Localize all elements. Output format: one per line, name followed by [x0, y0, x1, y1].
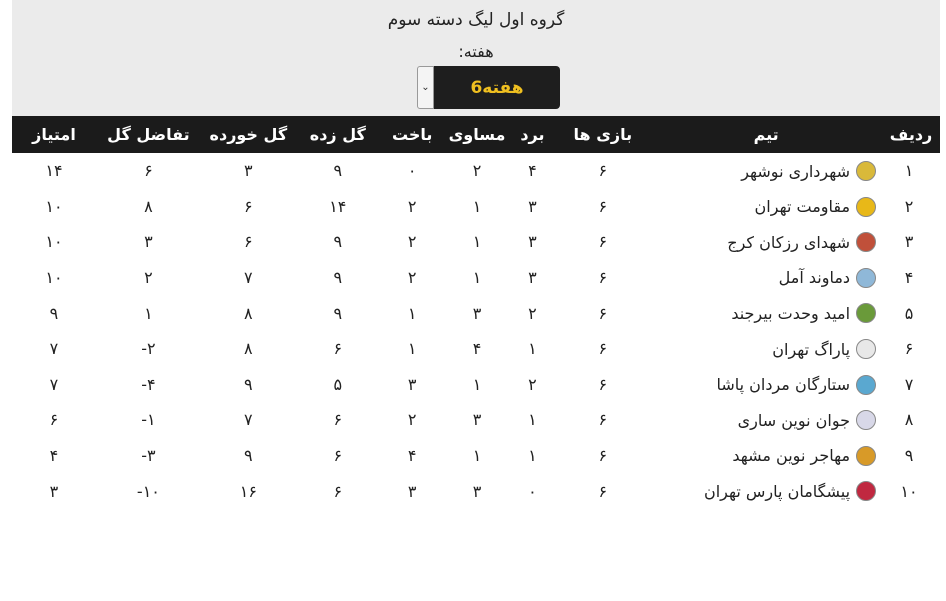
- lost-cell: ۲: [407, 232, 417, 252]
- table-header-row: [12, 116, 940, 153]
- col-header-rank[interactable]: ردیف: [889, 125, 933, 144]
- won-cell: ۲: [528, 303, 537, 323]
- team-name[interactable]: مهاجر نوین مشهد: [732, 446, 851, 466]
- lost-cell: ۰: [407, 161, 417, 181]
- goal-diff-cell: ۶: [144, 161, 153, 181]
- team-crest-icon: [856, 232, 876, 252]
- col-header-drawn[interactable]: مساوی: [448, 125, 506, 144]
- team-name[interactable]: دماوند آمل: [778, 268, 851, 288]
- points-cell: ۱۰: [45, 268, 63, 288]
- team-name[interactable]: شهدای رزکان کرج: [727, 232, 851, 252]
- played-cell: ۶: [598, 339, 608, 359]
- points-cell: ۹: [49, 303, 59, 323]
- rank-cell: ۷: [904, 374, 914, 394]
- col-header-goals-against[interactable]: گل خورده: [209, 125, 288, 144]
- goals-for-cell: ۹: [333, 303, 343, 323]
- team-crest-icon: [856, 410, 876, 430]
- rank-cell: ۱۰: [900, 481, 918, 501]
- points-cell: ۱۰: [45, 232, 63, 252]
- goals-against-cell: ۷: [244, 410, 253, 430]
- team-cell[interactable]: [650, 331, 882, 367]
- team-crest-icon: [856, 446, 876, 466]
- goals-against-cell: ۸: [244, 339, 253, 359]
- team-cell[interactable]: [650, 367, 882, 403]
- goal-diff-cell: ۸: [144, 196, 153, 216]
- goals-for-cell: ۵: [333, 374, 343, 394]
- goal-diff-cell: ۴-: [141, 374, 156, 394]
- page-title: گروه اول لیگ دسته سوم: [387, 10, 565, 30]
- team-name[interactable]: جوان نوین ساری: [737, 410, 851, 430]
- lost-cell: ۱: [407, 339, 417, 359]
- rank-cell: ۴: [904, 268, 914, 288]
- team-crest-icon: [856, 303, 876, 323]
- team-crest-icon: [856, 375, 876, 395]
- goals-for-cell: ۹: [333, 232, 343, 252]
- won-cell: ۱: [528, 410, 537, 430]
- rank-cell: ۵: [904, 303, 914, 323]
- won-cell: ۴: [528, 161, 537, 181]
- drawn-cell: ۴: [472, 339, 482, 359]
- goals-against-cell: ۶: [244, 196, 253, 216]
- col-header-goals-for[interactable]: گل زده: [309, 125, 366, 144]
- team-cell[interactable]: [650, 260, 882, 296]
- drawn-cell: ۳: [472, 410, 482, 430]
- table-row[interactable]: [12, 438, 940, 474]
- rank-cell: ۳: [904, 232, 914, 252]
- lost-cell: ۳: [407, 481, 417, 501]
- won-cell: ۳: [528, 232, 537, 252]
- table-row[interactable]: [12, 189, 940, 225]
- points-cell: ۱۰: [45, 196, 63, 216]
- goals-for-cell: ۶: [333, 339, 343, 359]
- points-cell: ۳: [49, 481, 59, 501]
- rank-cell: ۱: [904, 161, 914, 181]
- played-cell: ۶: [598, 232, 608, 252]
- team-crest-icon: [856, 161, 876, 181]
- played-cell: ۶: [598, 303, 608, 323]
- lost-cell: ۲: [407, 410, 417, 430]
- week-label: هفته:: [458, 42, 494, 61]
- goals-for-cell: ۹: [333, 268, 343, 288]
- rank-cell: ۶: [904, 339, 914, 359]
- standings-table: [12, 116, 940, 509]
- rank-cell: ۹: [904, 446, 914, 466]
- lost-cell: ۲: [407, 196, 417, 216]
- goals-against-cell: ۱۶: [239, 481, 257, 501]
- goals-against-cell: ۸: [244, 303, 253, 323]
- standings-body: [12, 153, 940, 509]
- col-header-points[interactable]: امتیاز: [32, 125, 76, 144]
- drawn-cell: ۱: [472, 268, 482, 288]
- drawn-cell: ۱: [472, 232, 482, 252]
- goals-against-cell: ۳: [244, 161, 253, 181]
- league-header-panel: [12, 0, 940, 116]
- goal-diff-cell: ۱۰-: [136, 481, 160, 501]
- goal-diff-cell: ۲: [144, 268, 153, 288]
- table-row[interactable]: [12, 473, 940, 509]
- goals-for-cell: ۹: [333, 161, 343, 181]
- drawn-cell: ۱: [472, 446, 482, 466]
- team-cell[interactable]: [650, 189, 882, 225]
- points-cell: ۶: [49, 410, 59, 430]
- col-header-goal-diff[interactable]: تفاضل گل: [107, 125, 190, 144]
- team-crest-icon: [856, 481, 876, 501]
- played-cell: ۶: [598, 196, 608, 216]
- goals-against-cell: ۷: [244, 268, 253, 288]
- goal-diff-cell: ۳-: [141, 446, 156, 466]
- team-cell[interactable]: [650, 153, 882, 189]
- goals-against-cell: ۹: [244, 374, 253, 394]
- table-row[interactable]: [12, 367, 940, 403]
- lost-cell: ۴: [407, 446, 417, 466]
- team-cell[interactable]: [650, 438, 882, 474]
- col-header-lost[interactable]: باخت: [391, 125, 433, 144]
- played-cell: ۶: [598, 268, 608, 288]
- table-row[interactable]: [12, 402, 940, 438]
- col-header-team[interactable]: تیم: [753, 125, 779, 144]
- played-cell: ۶: [598, 374, 608, 394]
- team-name[interactable]: شهرداری نوشهر: [741, 161, 851, 181]
- won-cell: ۱: [528, 446, 537, 466]
- rank-cell: ۸: [904, 410, 914, 430]
- goals-against-cell: ۹: [244, 446, 253, 466]
- goals-against-cell: ۶: [244, 232, 253, 252]
- table-row[interactable]: [12, 331, 940, 367]
- lost-cell: ۲: [407, 268, 417, 288]
- drawn-cell: ۱: [472, 196, 482, 216]
- team-cell[interactable]: [650, 402, 882, 438]
- goal-diff-cell: ۳: [144, 232, 153, 252]
- goals-for-cell: ۶: [333, 410, 343, 430]
- won-cell: ۳: [528, 268, 537, 288]
- drawn-cell: ۳: [472, 481, 482, 501]
- played-cell: ۶: [598, 410, 608, 430]
- goals-for-cell: ۱۴: [329, 196, 347, 216]
- lost-cell: ۱: [407, 303, 417, 323]
- goals-for-cell: ۶: [333, 446, 343, 466]
- team-crest-icon: [856, 339, 876, 359]
- drawn-cell: ۳: [472, 303, 482, 323]
- drawn-cell: ۲: [472, 161, 482, 181]
- team-name[interactable]: پاراگ تهران: [772, 339, 851, 359]
- week-select-value[interactable]: هفته6: [434, 66, 560, 109]
- won-cell: ۰: [528, 481, 537, 501]
- played-cell: ۶: [598, 446, 608, 466]
- team-cell[interactable]: [650, 224, 882, 260]
- chevron-down-icon[interactable]: ⌄: [417, 66, 434, 109]
- team-cell[interactable]: [650, 295, 882, 331]
- goal-diff-cell: ۱: [144, 303, 153, 323]
- table-row[interactable]: [12, 260, 940, 296]
- team-name[interactable]: پیشگامان پارس تهران: [703, 481, 851, 501]
- played-cell: ۶: [598, 161, 608, 181]
- week-select[interactable]: [417, 66, 560, 109]
- lost-cell: ۳: [407, 374, 417, 394]
- played-cell: ۶: [598, 481, 608, 501]
- table-row[interactable]: [12, 153, 940, 189]
- team-name[interactable]: امید وحدت بیرجند: [731, 303, 851, 323]
- won-cell: ۳: [528, 196, 537, 216]
- points-cell: ۷: [49, 339, 59, 359]
- won-cell: ۲: [528, 374, 537, 394]
- points-cell: ۴: [49, 446, 59, 466]
- rank-cell: ۲: [904, 196, 914, 216]
- goal-diff-cell: ۲-: [141, 339, 156, 359]
- col-header-played[interactable]: بازی ها: [573, 125, 633, 144]
- team-cell[interactable]: [650, 473, 882, 509]
- goal-diff-cell: ۱-: [141, 410, 156, 430]
- table-row[interactable]: [12, 224, 940, 260]
- points-cell: ۷: [49, 374, 59, 394]
- drawn-cell: ۱: [472, 374, 482, 394]
- won-cell: ۱: [528, 339, 537, 359]
- points-cell: ۱۴: [45, 161, 63, 181]
- table-row[interactable]: [12, 295, 940, 331]
- col-header-won[interactable]: برد: [520, 125, 545, 144]
- team-crest-icon: [856, 268, 876, 288]
- team-name[interactable]: مقاومت تهران: [754, 197, 851, 217]
- team-crest-icon: [856, 197, 876, 217]
- goals-for-cell: ۶: [333, 481, 343, 501]
- team-name[interactable]: ستارگان مردان پاشا: [716, 375, 851, 395]
